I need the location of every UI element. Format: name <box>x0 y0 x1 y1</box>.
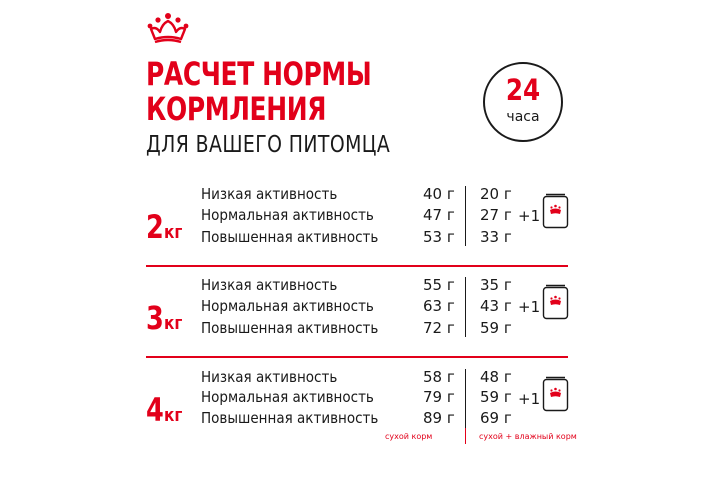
wet-amount: 59 г <box>480 319 512 337</box>
royal-canin-crown-icon <box>146 12 190 46</box>
weight-number: 3 <box>146 299 164 337</box>
activity-label: Повышенная активность <box>201 319 379 337</box>
table-row <box>146 296 568 316</box>
column-divider <box>465 277 466 337</box>
weight-unit: кг <box>164 313 183 334</box>
legend-divider <box>465 428 466 444</box>
activity-label: Повышенная активность <box>201 228 379 246</box>
wet-amount: 27 г <box>480 206 512 224</box>
activity-label: Повышенная активность <box>201 409 379 427</box>
badge-unit: часа <box>506 109 540 125</box>
dry-amount: 58 г <box>423 368 455 386</box>
dry-amount: 72 г <box>423 319 455 337</box>
weight-number: 4 <box>146 391 164 429</box>
wet-food-pouch-icon <box>542 284 569 320</box>
weight-unit: кг <box>164 222 183 243</box>
legend-wet: сухой + влажный корм <box>479 432 577 441</box>
activity-label: Нормальная активность <box>201 206 374 224</box>
dry-amount: 40 г <box>423 185 455 203</box>
dry-amount: 89 г <box>423 409 455 427</box>
weight-unit: кг <box>164 405 183 426</box>
column-divider <box>465 369 466 429</box>
badge-number: 24 <box>505 73 541 107</box>
dry-amount: 47 г <box>423 206 455 224</box>
table-row <box>146 205 568 225</box>
legend <box>146 428 577 448</box>
weight-block-3kg <box>146 274 568 354</box>
wet-food-pouch-icon <box>542 193 569 229</box>
plus-one-label: +1 <box>518 207 541 225</box>
page-title-line1: РАСЧЕТ НОРМЫ <box>146 55 372 93</box>
hours-badge <box>483 62 563 142</box>
weight-block-2kg <box>146 183 568 263</box>
table-row <box>146 227 568 247</box>
wet-amount: 33 г <box>480 228 512 246</box>
wet-amount: 48 г <box>480 368 512 386</box>
wet-amount: 20 г <box>480 185 512 203</box>
table-row <box>146 367 568 387</box>
dry-amount: 55 г <box>423 276 455 294</box>
table-row <box>146 405 568 428</box>
activity-label: Нормальная активность <box>201 388 374 406</box>
activity-label: Низкая активность <box>201 185 338 203</box>
dry-amount: 63 г <box>423 297 455 315</box>
plus-one-label: +1 <box>518 390 541 408</box>
block-divider <box>146 356 568 358</box>
table-row <box>146 184 568 204</box>
plus-one-label: +1 <box>518 298 541 316</box>
dry-amount: 79 г <box>423 388 455 406</box>
weight-number: 2 <box>146 208 164 246</box>
dry-amount: 53 г <box>423 228 455 246</box>
wet-amount: 59 г <box>480 388 512 406</box>
wet-amount: 69 г <box>480 409 512 427</box>
activity-label: Нормальная активность <box>201 297 374 315</box>
table-row <box>146 387 568 407</box>
legend-dry: сухой корм <box>385 432 433 441</box>
wet-amount: 35 г <box>480 276 512 294</box>
block-divider <box>146 265 568 267</box>
page-subtitle: ДЛЯ ВАШЕГО ПИТОМЦА <box>146 132 391 158</box>
column-divider <box>465 186 466 246</box>
table-row <box>146 275 568 295</box>
activity-label: Низкая активность <box>201 368 338 386</box>
wet-amount: 43 г <box>480 297 512 315</box>
table-row <box>146 318 568 338</box>
activity-label: Низкая активность <box>201 276 338 294</box>
page-title-line2: КОРМЛЕНИЯ <box>146 90 327 128</box>
wet-food-pouch-icon <box>542 376 569 412</box>
